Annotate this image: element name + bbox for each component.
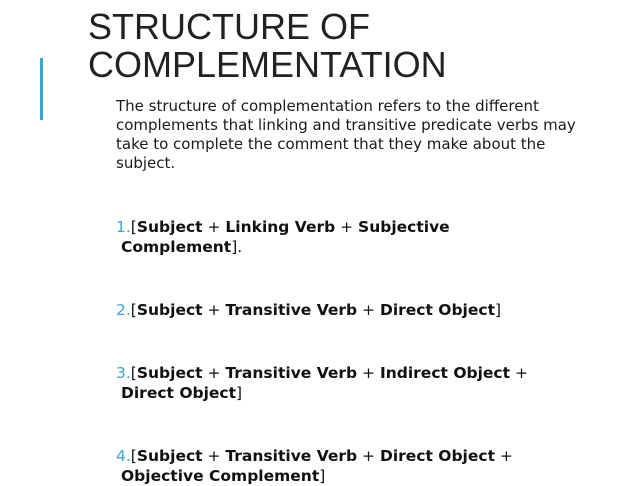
rule-bracket-close: ] xyxy=(319,467,326,485)
rule-number: 3. xyxy=(116,364,131,382)
rule-1 xyxy=(116,217,576,257)
rule-part-complement: Subjective xyxy=(358,218,450,236)
rule-4 xyxy=(116,446,576,486)
rule-bracket-open: [ xyxy=(130,364,137,382)
rule-plus: + xyxy=(357,364,380,382)
rule-bracket-open: [ xyxy=(130,301,137,319)
rule-part-indirect-object: Indirect Object xyxy=(379,364,511,382)
rule-part-complement-cont: Complement xyxy=(121,238,232,256)
rule-part-verb: Linking Verb xyxy=(225,218,336,236)
rule-part-subject: Subject xyxy=(136,218,203,236)
rule-plus: + xyxy=(357,447,380,465)
intro-paragraph: The structure of complementation refers to the different complements that linking and transitive predicate verbs may take to complete the comment that they make about the subject. xyxy=(116,97,576,172)
rule-part-direct-object: Direct Object xyxy=(121,384,237,402)
rule-plus: + xyxy=(202,301,226,319)
rule-plus: + xyxy=(494,447,513,465)
rule-number: 1. xyxy=(116,218,131,236)
rule-bracket-close: ] xyxy=(494,301,502,319)
rule-bracket-close: ] xyxy=(236,384,243,402)
rule-number: 2. xyxy=(116,301,131,319)
rule-plus: + xyxy=(202,218,226,236)
rule-plus: + xyxy=(357,301,380,319)
rule-2 xyxy=(116,300,576,320)
rule-continuation xyxy=(116,383,576,403)
rule-part-verb: Transitive Verb xyxy=(225,447,358,465)
slide-title xyxy=(88,8,447,84)
rule-3 xyxy=(116,363,576,403)
title-line-1: STRUCTURE OF xyxy=(88,6,370,47)
rule-part-object: Direct Object xyxy=(379,301,495,319)
rule-part-subject: Subject xyxy=(136,364,203,382)
title-line-2: COMPLEMENTATION xyxy=(88,44,447,85)
rule-plus: + xyxy=(202,364,226,382)
rule-continuation xyxy=(116,466,576,486)
rule-part-verb: Transitive Verb xyxy=(225,301,358,319)
rule-continuation xyxy=(116,237,576,257)
rule-number: 4. xyxy=(116,447,131,465)
rule-part-subject: Subject xyxy=(136,301,203,319)
rule-plus: + xyxy=(510,364,528,382)
accent-bar xyxy=(40,58,43,120)
rule-bracket-close: ]. xyxy=(231,238,243,256)
rule-bracket-open: [ xyxy=(130,447,137,465)
rule-part-subject: Subject xyxy=(136,447,203,465)
rule-part-objective-complement: Objective Complement xyxy=(121,467,320,485)
rule-plus: + xyxy=(202,447,226,465)
rule-plus: + xyxy=(335,218,359,236)
rule-part-direct-object: Direct Object xyxy=(379,447,495,465)
rule-bracket-open: [ xyxy=(130,218,137,236)
rule-part-verb: Transitive Verb xyxy=(225,364,358,382)
